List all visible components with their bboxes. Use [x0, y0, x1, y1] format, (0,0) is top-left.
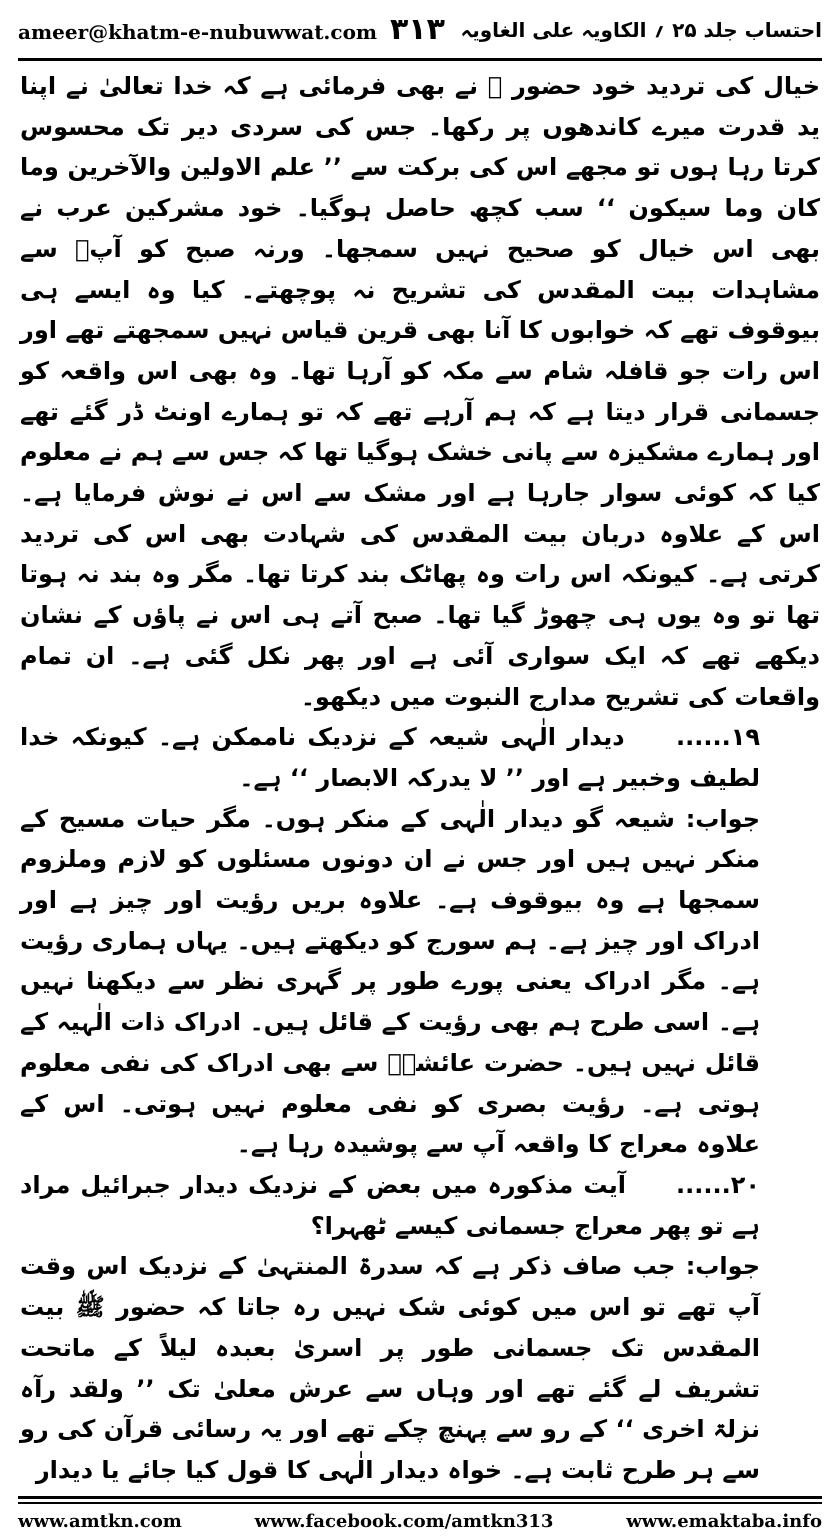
header-rule	[18, 58, 822, 61]
page-body	[20, 66, 820, 1491]
question-19-text: دیدار الٰہی شیعہ کے نزدیک ناممکن ہے۔ کیونکہ خدا لطیف وخبیر ہے اور ’’ لا یدرکہ الابصار ‘‘ ہے۔	[20, 723, 760, 792]
paragraph-1: خیال کی تردید خود حضور ﷺ نے بھی فرمائی ہے کہ خدا تعالیٰ نے اپنا ید قدرت میرے کاندھوں پر رکھا۔ جس کی سردی دیر تک محسوس کرتا رہا ہوں تو مجھے اس کی برکت سے ’’ علم الاولین والآخرین وما کان وما سیکون ‘‘ سب کچھ حاصل ہوگیا۔ خود مشرکین عرب نے بھی اس خیال کو صحیح نہیں سمجھا۔ ورنہ صبح کو آپؐ سے مشاہدات بیت المقدس کی تشریح نہ پوچھتے۔ کیا وہ ایسے ہی بیوقوف تھے کہ خوابوں کا آنا بھی قرین قیاس نہیں سمجھتے تھے اور اس رات جو قافلہ شام سے مکہ کو آرہا تھا۔ وہ بھی اس واقعہ کو جسمانی قرار دیتا ہے کہ ہم آرہے تھے کہ تو ہمارے اونٹ ڈر گئے تھے اور ہمارے مشکیزہ سے پانی خشک ہوگیا تھا کہ جس سے ہم نے معلوم کیا کہ کوئی سوار جارہا ہے اور مشک سے اس نے نوش فرمایا ہے۔ اس کے علاوہ دربان بیت المقدس کی شہادت بھی اس کی تردید کرتی ہے۔ کیونکہ اس رات وہ پھاٹک بند کرتا تھا۔ مگر وہ بند نہ ہوتا تھا تو وہ یوں ہی چھوڑ گیا تھا۔ صبح آتے ہی اس نے پاؤں کے نشان دیکھے تھے کہ ایک سواری آئی ہے اور پھر نکل گئی ہے۔ ان تمام واقعات کی تشریح مدارج النبوت میں دیکھو۔	[20, 72, 820, 711]
footer-rule-thin	[18, 1502, 822, 1504]
question-19-number: ۱۹......	[676, 723, 760, 752]
page-header	[18, 8, 822, 58]
book-title: احتساب جلد ۲۵ ؍ الکاویہ علی الغاویہ	[460, 18, 822, 42]
footer-link-emaktaba[interactable]: www.emaktaba.info	[626, 1510, 822, 1532]
answer-19: جواب: شیعہ گو دیدار الٰہی کے منکر ہوں۔ مگر حیات مسیح کے منکر نہیں ہیں اور جس نے ان دونوں مسئلوں کو لازم وملزوم سمجھا ہے وہ بیوقوف ہے۔ علاوہ بریں رؤیت اور چیز ہے اور ادراک اور چیز ہے۔ ہم سورج کو دیکھتے ہیں۔ یہاں ہماری رؤیت ہے۔ مگر ادراک یعنی پورے طور پر گہری نظر سے دیکھنا نہیں ہے۔ اسی طرح ہم بھی رؤیت کے قائل ہیں۔ ادراک ذات الٰہیہ کے قائل نہیں ہیں۔ حضرت عائشہؓ سے بھی ادراک کی نفی معلوم ہوتی ہے۔ رؤیت بصری کو نفی معلوم نہیں ہوتی۔ اس کے علاوہ معراج کا واقعہ آپ سے پوشیدہ رہا ہے۔	[20, 804, 760, 1159]
footer-link-facebook[interactable]: www.facebook.com/amtkn313	[254, 1510, 554, 1532]
page-number: ۳۱۳	[390, 12, 445, 47]
question-20-text: آیت مذکورہ میں بعض کے نزدیک دیدار جبرائیل مراد ہے تو پھر معراج جسمانی کیسے ٹھہرا؟	[20, 1170, 760, 1240]
footer-link-amtkn[interactable]: www.amtkn.com	[18, 1510, 182, 1532]
page-footer	[18, 1506, 822, 1536]
footer-rule-thick	[18, 1496, 822, 1499]
header-email: ameer@khatm-e-nubuwwat.com	[18, 20, 378, 44]
question-20	[20, 1165, 820, 1246]
question-20-number: ۲۰......	[676, 1170, 760, 1199]
question-19	[20, 717, 820, 798]
answer-20: جواب: جب صاف ذکر ہے کہ سدرۃ المنتہیٰ کے نزدیک اس وقت آپ تھے تو اس میں کوئی شک نہیں رہ جاتا کہ حضور ﷺ بیت المقدس تک جسمانی طور پر اسریٰ بعبدہ لیلاً کے ماتحت تشریف لے گئے تھے اور وہاں سے عرش معلیٰ تک ’’ ولقد رآہ نزلۃ اخری ‘‘ کے رو سے پہنچ چکے تھے اور یہ رسائی قرآن کی رو سے ہر طرح ثابت ہے۔ خواہ دیدار الٰہی کا قول کیا جائے یا دیدار	[20, 1252, 760, 1484]
